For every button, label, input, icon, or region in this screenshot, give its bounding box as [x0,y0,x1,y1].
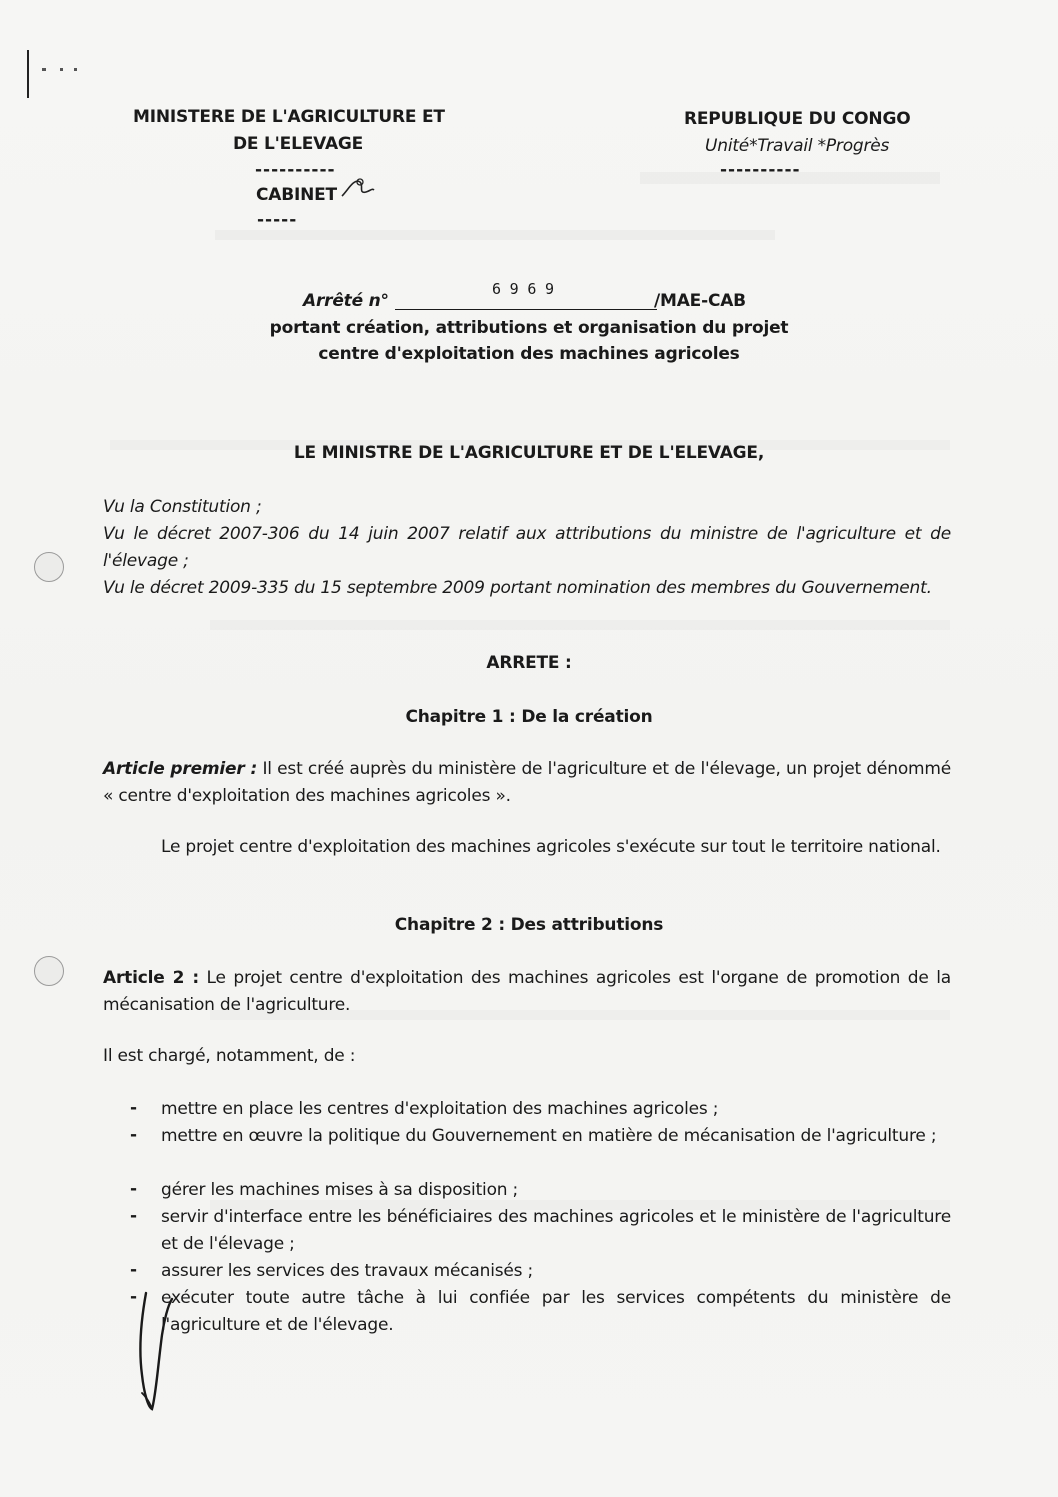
visa-decree-nomination: Vu le décret 2009-335 du 15 septembre 2009 portant nomination des membres du Gouvernement. [103,578,932,598]
list-item: assurer les services des travaux mécanisés ; [161,1261,534,1281]
article-2-label: Article 2 : [103,968,199,988]
decree-title-line1: portant création, attributions et organisation du projet [269,318,789,338]
arrete-heading: ARRETE : [486,653,572,673]
ministry-separator: ---------- [255,160,336,180]
decree-number-line [395,309,657,310]
article-2-text: Le projet centre d'exploitation des machines agricoles est l'organe de promotion de la mécanisation de l'agriculture. [103,968,951,1015]
chapter2-title: Chapitre 2 : Des attributions [394,915,664,935]
minister-heading: LE MINISTRE DE L'AGRICULTURE ET DE L'ELEVAGE, [293,443,765,463]
article-premier [103,756,951,810]
bullet-dash: - [130,1287,138,1307]
chapter1-title: Chapitre 1 : De la création [405,707,653,727]
visa-decree-attributions: Vu le décret 2007-306 du 14 juin 2007 relatif aux attributions du ministre de l'agriculture et de l'élevage ; [103,524,951,571]
scan-mark [60,68,63,71]
decree-prefix: Arrêté n° [303,291,389,311]
bullet-dash: - [130,1125,138,1145]
scan-mark [74,68,77,71]
bullet-dash: - [130,1098,138,1118]
scan-mark [42,68,46,71]
list-item: mettre en œuvre la politique du Gouvernement en matière de mécanisation de l'agriculture ; [161,1126,937,1146]
bleed-through [215,230,775,240]
chapter1-paragraph: Le projet centre d'exploitation des machines agricoles s'exécute sur tout le territoire national. [161,837,941,857]
visa-constitution: Vu la Constitution ; [103,497,262,517]
article-premier-text: Il est créé auprès du ministère de l'agriculture et de l'élevage, un projet dénommé « centre d'exploitation des machines agricoles ». [103,759,951,806]
list-item: servir d'interface entre les bénéficiaires des machines agricoles et le ministère de l'agriculture et de l'élevage ; [161,1207,951,1254]
republic-name: REPUBLIQUE DU CONGO [684,109,911,129]
list-item: gérer les machines mises à sa disposition ; [161,1180,519,1200]
list-item: exécuter toute autre tâche à lui confiée par les services compétents du ministère de l'agriculture et de l'élevage. [161,1288,951,1335]
ministry-name: MINISTERE DE L'AGRICULTURE ET [133,107,445,127]
national-motto: Unité*Travail *Progrès [705,136,890,156]
paraph-mark-icon [128,1285,188,1415]
republic-separator: ---------- [720,160,801,180]
list-item: mettre en place les centres d'exploitation des machines agricoles ; [161,1099,719,1119]
cabinet-label: CABINET [256,185,337,205]
stamp-mark-icon [338,172,376,204]
article-2-intro: Il est chargé, notamment, de : [103,1046,356,1066]
article-2 [103,965,951,1019]
punch-hole [34,956,64,986]
punch-hole [34,552,64,582]
bullet-dash: - [130,1179,138,1199]
bleed-through [210,620,950,630]
decree-number: 6 9 6 9 [492,280,554,298]
decree-suffix: /MAE-CAB [654,291,746,311]
bullet-dash: - [130,1206,138,1226]
article-premier-label: Article premier : [103,759,258,779]
decree-title-line2: centre d'exploitation des machines agricoles [318,344,740,364]
bullet-dash: - [130,1260,138,1280]
ministry-name-line2: DE L'ELEVAGE [233,134,364,154]
scan-mark [27,50,29,98]
cabinet-separator: ----- [257,210,298,230]
